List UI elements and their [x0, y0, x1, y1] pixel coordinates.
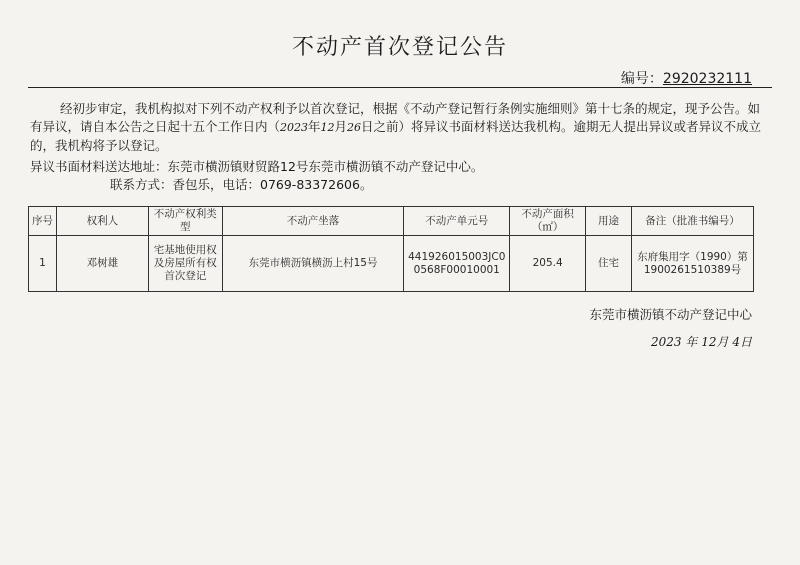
year-label: 年: [308, 119, 321, 134]
date-month: 12: [701, 335, 717, 349]
serial-label: 编号：: [620, 71, 663, 87]
property-table: [28, 206, 754, 292]
cell-use: 住宅: [586, 236, 632, 292]
notice-text-b: 日之前）将异议书面材料送达我机构。逾期无人提出异议或者异议不成立的，我机构将予以登记。: [30, 119, 762, 153]
date-month-label: 月: [716, 335, 729, 349]
table-header-row: [29, 207, 754, 236]
cell-unit: 441926015003JC00568F00010001: [404, 236, 510, 292]
issue-date: [651, 333, 752, 350]
contact-info: 联系方式：香包乐，电话：0769-83372606。: [110, 177, 373, 192]
cell-area: 205.4: [510, 236, 586, 292]
table-row: [29, 236, 754, 292]
deadline-year: 2023: [280, 121, 309, 134]
objection-address: 异议书面材料送达地址：东莞市横沥镇财贸路12号东莞市横沥镇不动产登记中心。: [30, 159, 484, 174]
cell-location: 东莞市横沥镇横沥上村15号: [222, 236, 404, 292]
cell-holder: 邓树雄: [56, 236, 148, 292]
col-use: 用途: [586, 207, 632, 236]
date-day-label: 日: [739, 335, 752, 349]
cell-seq: 1: [29, 236, 57, 292]
date-year-label: 年: [685, 335, 698, 349]
col-location: 不动产坐落: [222, 207, 404, 236]
cell-note: 东府集用字（1990）第1900261510389号: [632, 236, 754, 292]
col-area: 不动产面积（㎡）: [510, 207, 586, 236]
col-note: 备注（批准书编号）: [632, 207, 754, 236]
month-label: 月: [334, 119, 348, 134]
issuing-org: 东莞市横沥镇不动产登记中心: [589, 307, 752, 322]
deadline-month: 12: [320, 121, 335, 134]
date-year: 2023: [651, 335, 682, 349]
date-day: 4: [732, 335, 740, 349]
serial-number: [621, 68, 752, 88]
col-unit: 不动产单元号: [404, 207, 510, 236]
title-divider: [28, 87, 772, 88]
deadline-day: 26: [347, 121, 362, 134]
col-seq: 序号: [29, 207, 57, 236]
col-type: 不动产权利类型: [148, 207, 222, 236]
page-title: 不动产首次登记公告: [291, 35, 508, 60]
cell-type: 宅基地使用权及房屋所有权首次登记: [148, 236, 222, 292]
col-holder: 权利人: [56, 207, 148, 236]
notice-paragraph: [30, 100, 770, 155]
serial-value: 2920232111: [662, 71, 752, 87]
notice-text-a: 经初步审定，我机构拟对下列不动产权利予以首次登记，根据《不动产登记暂行条例实施细则》第十七条的规定，现予公告。如有异议，请自本公告之日起十五个工作日内（: [30, 101, 761, 134]
